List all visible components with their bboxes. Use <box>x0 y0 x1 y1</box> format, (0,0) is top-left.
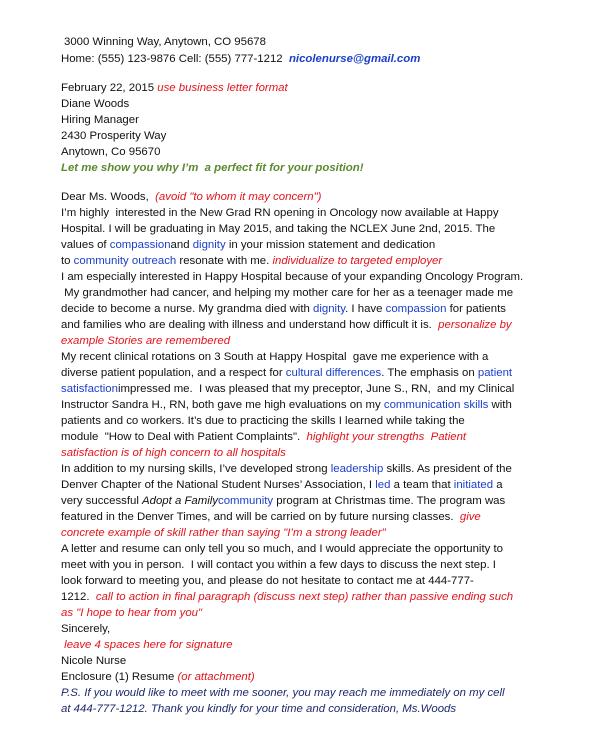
keyword-initiated: initiated <box>453 479 494 491</box>
salutation: Dear Ms. Woods, <box>61 191 149 203</box>
enclosure-note: (or attachment) <box>177 671 255 683</box>
p3-line-5: patients and co workers. It’s due to practicing the skills I learned while taking the <box>61 415 465 427</box>
letter-date: February 22, 2015 <box>61 82 155 94</box>
p1-line-1: I’m highly interested in the New Grad RN opening in Oncology now available at Happy <box>61 207 499 219</box>
text-run: In addition to my nursing skills, I’ve developed strong <box>61 463 331 475</box>
p2-line-4 <box>61 318 512 332</box>
text-run: for patients <box>446 303 506 315</box>
p4-line-3 <box>61 494 505 508</box>
p3-note: highlight your strengths Patient <box>306 431 467 443</box>
text-run: Instructor Sandra H., RN, both gave me high evaluations on my <box>61 399 384 411</box>
p3-line-3 <box>61 382 514 396</box>
keyword-communication-skills: communication skills <box>383 399 489 411</box>
p2-line-1: I am especially interested in Happy Hospital because of your expanding Oncology Program. <box>61 271 524 283</box>
p1-note: individualize to targeted employer <box>272 255 443 267</box>
recipient-title: Hiring Manager <box>61 114 139 126</box>
signature-note: leave 4 spaces here for signature <box>61 639 233 651</box>
p1-line-4 <box>61 254 442 268</box>
p1-line-2: Hospital. I will be graduating in May 2015, and taking the NCLEX June 2nd, 2015. The <box>61 223 496 235</box>
p5-line-4 <box>61 590 513 604</box>
p2-line-3 <box>61 302 506 316</box>
text-run: module "How to Deal with Patient Complaints". <box>61 431 307 443</box>
p2-note: personalize by <box>438 319 512 331</box>
p5-line-3: look forward to meeting you, and please do not hesitate to contact me at 444-777- <box>61 575 474 587</box>
p2-note-continued: example Stories are remembered <box>61 335 231 347</box>
keyword-compassion: compassion <box>385 303 447 315</box>
signer-name: Nicole Nurse <box>61 655 127 667</box>
text-run: a <box>493 479 503 491</box>
text-run: Denver Chapter of the National Student Nurses’ Association, I <box>61 479 376 491</box>
text-run: skills. As president of the <box>383 463 512 475</box>
text-run: very successful <box>61 495 143 507</box>
ps-line-1: P.S. If you would like to meet with me sooner, you may reach me immediately on my cell <box>61 687 505 699</box>
salutation-line <box>61 190 321 204</box>
p3-line-2 <box>61 366 512 380</box>
keyword-community-outreach: community outreach <box>73 255 177 267</box>
p5-line-1: A letter and resume can only tell you so much, and I would appreciate the opportunity to <box>61 543 503 555</box>
salutation-note: (avoid "to whom it may concern") <box>155 191 322 203</box>
text-run: with <box>488 399 512 411</box>
keyword-leadership: leadership <box>330 463 384 475</box>
date-note: use business letter format <box>157 82 288 94</box>
text-run: and <box>170 239 193 251</box>
text-run: a team that <box>390 479 454 491</box>
p3-line-6 <box>61 430 466 444</box>
p3-note-continued: satisfaction is of high concern to all hospitals <box>61 447 286 459</box>
enclosure: Enclosure (1) Resume <box>61 671 178 683</box>
p4-note: give <box>459 511 481 523</box>
sender-address: 3000 Winning Way, Anytown, CO 95678 <box>64 36 266 48</box>
keyword-led: led <box>375 479 391 491</box>
keyword-cultural-differences: cultural differences <box>285 367 382 379</box>
p2-line-2: My grandmother had cancer, and helping my mother care for her as a teenager made me <box>61 287 514 299</box>
text-run: 1212. <box>61 591 96 603</box>
p3-line-1: My recent clinical rotations on 3 South at Happy Hospital gave me experience with a <box>61 351 489 363</box>
text-run: . I have <box>345 303 386 315</box>
enclosure-line <box>61 670 255 684</box>
text-run: in your mission statement and dedication <box>225 239 436 251</box>
closing-sincerely: Sincerely, <box>61 623 111 635</box>
tagline: Let me show you why I’m a perfect fit for your position! <box>61 162 364 174</box>
p4-line-2 <box>61 478 503 492</box>
p4-note-continued: concrete example of skill rather than saying "I’m a strong leader" <box>61 527 386 539</box>
text-run: diverse patient population, and a respect for <box>61 367 286 379</box>
text-run: program at Christmas time. The program was <box>273 495 506 507</box>
p1-line-3 <box>61 238 435 252</box>
keyword-satisfaction: satisfaction <box>61 383 118 395</box>
keyword-community: community <box>218 495 274 507</box>
p5-note-continued: as "I hope to hear from you" <box>61 607 203 619</box>
sender-phones: Home: (555) 123-9876 Cell: (555) 777-1212 <box>61 53 283 65</box>
program-name: Adopt a Family <box>142 495 219 507</box>
recipient-street: 2430 Prosperity Way <box>61 130 167 142</box>
keyword-compassion: compassion <box>109 239 171 251</box>
p4-line-4 <box>61 510 481 524</box>
recipient-name: Diane Woods <box>61 98 130 110</box>
text-run: and families who are dealing with illness and understand how difficult it is. <box>61 319 439 331</box>
text-run: to <box>61 255 74 267</box>
p5-line-2: meet with you in person. I will contact you within a few days to discuss the next step. I <box>61 559 496 571</box>
p4-line-1 <box>61 462 512 476</box>
p3-line-4 <box>61 398 512 412</box>
sender-email: nicolenurse@gmail.com <box>288 53 421 65</box>
p5-note: call to action in final paragraph (discuss next step) rather than passive ending such <box>95 591 514 603</box>
ps-line-2: at 444-777-1212. Thank you kindly for your time and consideration, Ms.Woods <box>61 703 457 715</box>
text-run: featured in the Denver Times, and will be carried on by future nursing classes. <box>61 511 460 523</box>
text-run: values of <box>61 239 110 251</box>
text-run: resonate with me. <box>176 255 273 267</box>
date-line <box>61 81 288 95</box>
recipient-city: Anytown, Co 95670 <box>61 146 161 158</box>
keyword-dignity: dignity <box>192 239 226 251</box>
keyword-patient: patient <box>477 367 513 379</box>
text-run: . The emphasis on <box>381 367 478 379</box>
sender-contact-line <box>61 52 420 66</box>
text-run: impressed me. I was pleased that my preceptor, June S., RN, and my Clinical <box>117 383 515 395</box>
keyword-dignity: dignity <box>313 303 346 315</box>
text-run: decide to become a nurse. My grandma died with <box>61 303 313 315</box>
